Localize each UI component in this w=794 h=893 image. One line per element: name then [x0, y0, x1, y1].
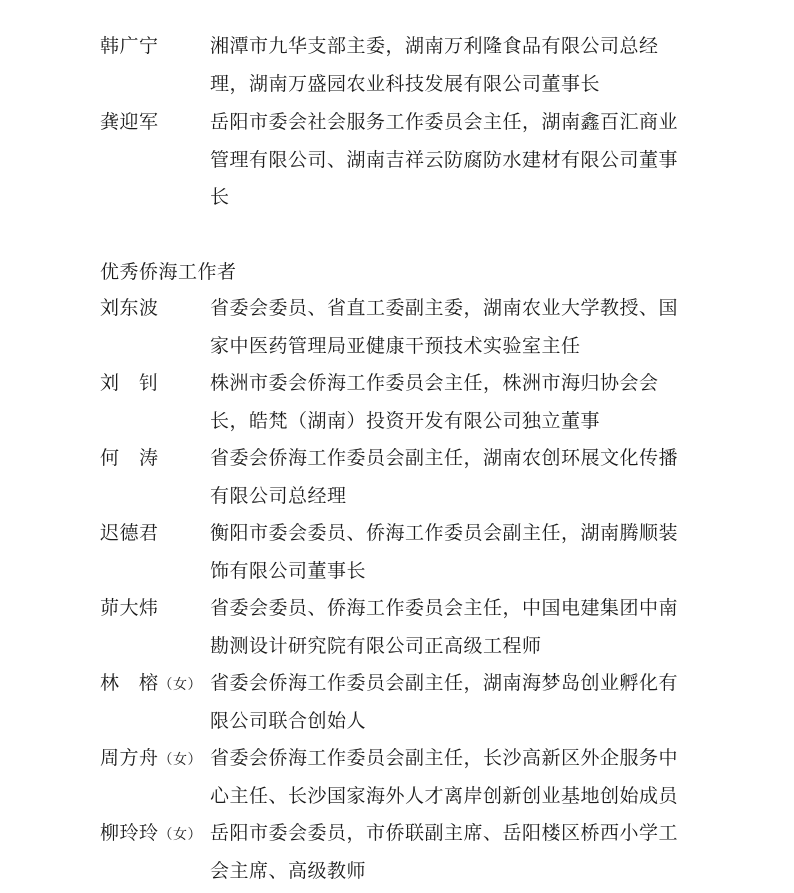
person-name: 迟德君	[100, 522, 159, 544]
person-description: 省委会委员、侨海工作委员会主任，中国电建集团中南勘测设计研究院有限公司正高级工程师	[210, 597, 679, 657]
person-name	[100, 815, 202, 853]
person-name-text: 柳玲玲	[100, 822, 159, 844]
person-description: 省委会侨海工作委员会副主任，长沙高新区外企服务中心主任、长沙国家海外人才离岸创新创业基地创始成员	[210, 747, 679, 807]
person-name: 韩广宁	[100, 35, 159, 57]
person-name-text: 林 榕	[100, 672, 159, 694]
person-description: 岳阳市委会委员，市侨联副主席、岳阳楼区桥西小学工会主席、高级教师	[210, 822, 679, 882]
person-name	[100, 740, 202, 778]
person-description: 岳阳市委会社会服务工作委员会主任，湖南鑫百汇商业管理有限公司、湖南吉祥云防腐防水建材有限公司董事长	[210, 111, 679, 208]
person-name-text: 周方舟	[100, 747, 159, 769]
person-name: 刘 钊	[100, 372, 159, 394]
person-name: 茆大炜	[100, 597, 159, 619]
gender-note: （女）	[158, 752, 203, 768]
person-description: 衡阳市委会委员、侨海工作委员会副主任，湖南腾顺装饰有限公司董事长	[210, 522, 679, 582]
person-description: 湘潭市九华支部主委，湖南万利隆食品有限公司总经理，湖南万盛园农业科技发展有限公司董事长	[210, 35, 659, 95]
person-description: 省委会侨海工作委员会副主任，湖南海梦岛创业孵化有限公司联合创始人	[210, 672, 679, 732]
person-name: 刘东波	[100, 297, 159, 319]
section-heading: 优秀侨海工作者	[100, 261, 237, 283]
gender-note: （女）	[158, 827, 203, 843]
person-name: 何 涛	[100, 447, 159, 469]
gender-note: （女）	[158, 677, 203, 693]
person-description: 省委会侨海工作委员会副主任，湖南农创环展文化传播有限公司总经理	[210, 447, 679, 507]
person-description: 株洲市委会侨海工作委员会主任，株洲市海归协会会长，皓梵（湖南）投资开发有限公司独立董事	[210, 372, 659, 432]
person-name: 龚迎军	[100, 111, 159, 133]
person-description: 省委会委员、省直工委副主委，湖南农业大学教授、国家中医药管理局亚健康干预技术实验室主任	[210, 297, 679, 357]
person-name	[100, 665, 202, 703]
